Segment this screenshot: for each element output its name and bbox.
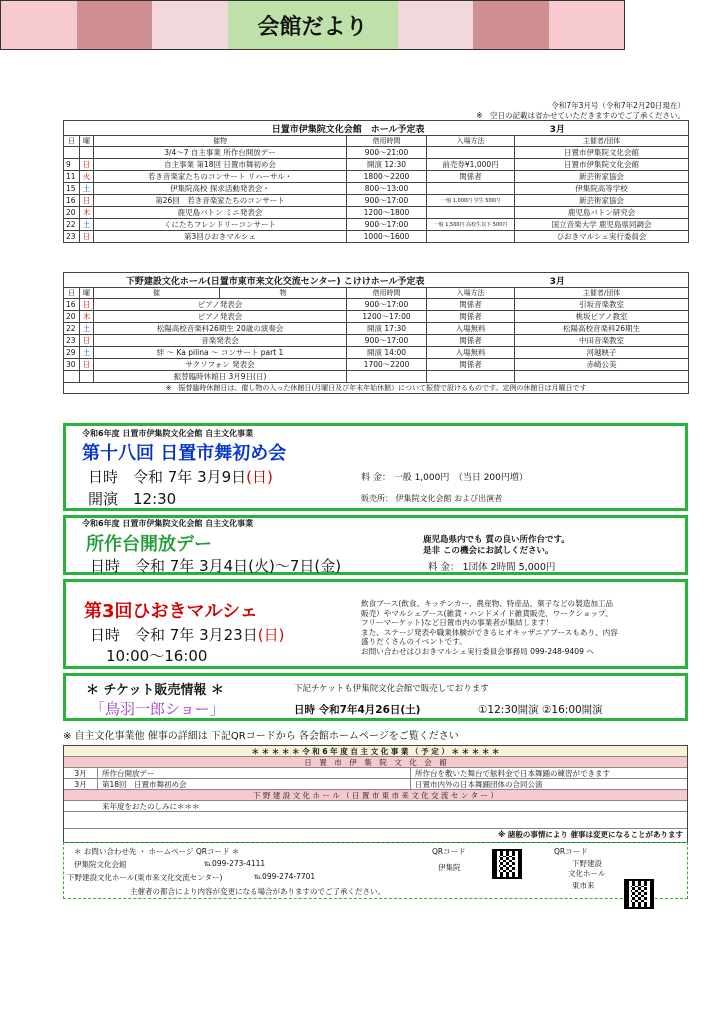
- weekday-cell: 土: [80, 323, 94, 335]
- day-cell: 22: [64, 219, 80, 231]
- organizer-cell: 鹿児島バトン研究会: [515, 207, 689, 219]
- time-cell: 1000〜1600: [347, 231, 427, 243]
- col-header: 催物: [94, 136, 347, 147]
- event-cell: 3/4〜7 自主事業 所作台開放デー: [94, 147, 347, 159]
- info-line: ※ 自主文化事業他 催事の詳細は 下記QRコードから 各会館ホームページをご覧ください: [63, 731, 459, 742]
- header-note: ※ 空日の記載は省かせていただきますのでご了承ください。: [476, 111, 685, 120]
- weekday-cell: 日: [80, 159, 94, 171]
- table-row: [64, 347, 689, 359]
- time-cell: 1200〜17:00: [347, 311, 427, 323]
- plan-row: 来年度をおたのしみに＊＊＊: [64, 801, 687, 812]
- ijuin-table-title: 日置市伊集院文化会館 ホール予定表: [64, 121, 427, 136]
- ijuin-rows: [64, 147, 689, 243]
- organizer-cell: ひおきマルシェ実行委員会: [515, 231, 689, 243]
- col-header: 日: [64, 288, 80, 299]
- event-sales: 販売所： 伊集院文化会館 および出演者: [361, 494, 503, 503]
- table-row: [64, 219, 689, 231]
- col-header: 曜: [80, 288, 94, 299]
- qr-code-ijuin-icon[interactable]: [492, 849, 522, 879]
- admission-cell: [427, 231, 515, 243]
- event-date: 日時 令和 7年 3月9日(日): [88, 468, 273, 486]
- qr-name-shimono: 東市来: [572, 881, 595, 890]
- weekday-cell: 土: [80, 183, 94, 195]
- time-cell: 開演 12:30: [347, 159, 427, 171]
- table-row: [64, 311, 689, 323]
- weekday-cell: 日: [80, 231, 94, 243]
- weekday-cell: 日: [80, 335, 94, 347]
- day-cell: 11: [64, 171, 80, 183]
- banner-stripe: [77, 1, 153, 49]
- day-cell: 23: [64, 335, 80, 347]
- plan-row: 3月 第18回 日置市舞初め会 日置市内外の日本舞踊団体の合同公演: [64, 779, 687, 790]
- event-cell: ピアノ発表会: [94, 299, 347, 311]
- contact-box: [63, 842, 688, 899]
- admission-cell: 関係者: [427, 311, 515, 323]
- admission-cell: 関係者: [427, 359, 515, 371]
- organizer-cell: 河越映子: [515, 347, 689, 359]
- event-org: 令和6年度 日置市伊集院文化会館 自主文化事業: [82, 429, 254, 438]
- ticket-note: 下記チケットも伊集院文化会館で販売しております: [294, 684, 489, 694]
- weekday-cell: 木: [80, 207, 94, 219]
- ticket-times: ①12:30開演 ②16:00開演: [478, 704, 603, 716]
- table-row: [64, 207, 689, 219]
- contact-shimono: 下野建設文化ホール(東市来文化交流センター): [67, 873, 223, 882]
- day-cell: 20: [64, 311, 80, 323]
- time-cell: 1200〜1800: [347, 207, 427, 219]
- title-banner: [0, 0, 625, 50]
- weekday-cell: 土: [80, 347, 94, 359]
- table-row: [64, 371, 689, 383]
- contact-shimono-tel: ℡099-274-7701: [254, 872, 316, 881]
- organizer-cell: 日置市伊集院文化会館: [515, 147, 689, 159]
- shimono-rows: [64, 299, 689, 383]
- table-row: [64, 335, 689, 347]
- event-org: 令和6年度 日置市伊集院文化会館 自主文化事業: [82, 519, 254, 528]
- col-header: 主催者/団体: [515, 288, 689, 299]
- weekday-cell: 木: [80, 311, 94, 323]
- time-cell: 1700〜2200: [347, 359, 427, 371]
- qr-label-ijuin: QRコード: [432, 847, 466, 856]
- admission-cell: [427, 371, 515, 383]
- event-fee: 料 金： 一般 1,000円 （当日 200円増）: [361, 473, 528, 483]
- event-date: 日時 令和 7年 3月23日(日): [90, 626, 285, 644]
- col-header: 物: [220, 288, 347, 299]
- event-title: 第十八回 日置市舞初め会: [82, 443, 287, 464]
- event-cell: 松陽高校音楽科26期生 20歳の演奏会: [94, 323, 347, 335]
- time-cell: 800〜13:00: [347, 183, 427, 195]
- table-row: [64, 159, 689, 171]
- organizer-cell: 引坂音楽教室: [515, 299, 689, 311]
- event-shosadai-box: [63, 515, 688, 575]
- event-cell: 第26回 若き音楽家たちのコンサート: [94, 195, 347, 207]
- day-cell: [64, 147, 80, 159]
- description-line: 飲食ブース(飲食、キッチンカー、農産物、特産品、菓子などの製造加工品: [361, 599, 614, 608]
- contact-ijuin-tel: ℡099-273-4111: [204, 859, 266, 868]
- event-cell: 音楽発表会: [94, 335, 347, 347]
- ijuin-schedule-table: [63, 120, 689, 243]
- table-row: [64, 359, 689, 371]
- qr-name-shimono: 下野建設: [572, 859, 602, 868]
- table-row: [64, 183, 689, 195]
- ticket-date: 日時 令和7年4月26日(土): [294, 704, 421, 716]
- weekday-cell: 火: [80, 171, 94, 183]
- event-cell: 鹿児島バトン ミニ発表会: [94, 207, 347, 219]
- organizer-cell: 日置市伊集院文化会館: [515, 159, 689, 171]
- plan-note: ※ 諸般の事情により 催事は変更になることがあります: [64, 828, 687, 839]
- event-cell: くにたちフレンドリーコンサート: [94, 219, 347, 231]
- day-cell: 30: [64, 359, 80, 371]
- plan-hall-ijuin: 日 置 市 伊 集 院 文 化 会 館: [64, 757, 687, 768]
- admission-cell: [427, 147, 515, 159]
- organizer-cell: 松陽高校音楽科26期生: [515, 323, 689, 335]
- day-cell: 15: [64, 183, 80, 195]
- time-cell: 開演 14:00: [347, 347, 427, 359]
- description-line: 盛りだくさんのイベントです。: [361, 637, 467, 647]
- banner-stripe: [1, 1, 77, 49]
- event-time: 10:00〜16:00: [106, 647, 208, 665]
- time-cell: 開演 17:30: [347, 323, 427, 335]
- time-cell: 900〜17:00: [347, 219, 427, 231]
- col-header: 入場方法: [427, 136, 515, 147]
- weekday-cell: 日: [80, 195, 94, 207]
- ticket-heading: ＊ チケット販売情報 ＊: [86, 683, 224, 698]
- weekday-cell: 日: [80, 359, 94, 371]
- banner-stripe: [152, 1, 228, 49]
- event-title: 所作台開放デー: [86, 534, 212, 555]
- table-row: [64, 231, 689, 243]
- col-header: 借用時間: [347, 136, 427, 147]
- event-date: 日時 令和 7年 3月4日(火)〜7日(金): [90, 557, 342, 575]
- event-marche-box: [63, 579, 688, 669]
- admission-cell: [427, 207, 515, 219]
- table-row: [64, 147, 689, 159]
- admission-cell: 一般 1,000円 学生 500円: [427, 195, 515, 207]
- description-line: フリーマーケット)など日置市内の事業者が集結します！: [361, 618, 554, 628]
- time-cell: 900〜21:00: [347, 147, 427, 159]
- weekday-cell: 土: [80, 219, 94, 231]
- table-row: [64, 299, 689, 311]
- admission-cell: 入場無料: [427, 347, 515, 359]
- weekday-cell: [80, 147, 94, 159]
- event-mai-hajime-box: [63, 423, 688, 511]
- day-cell: 23: [64, 231, 80, 243]
- contact-heading: ＊ お問い合わせ先 ・ ホームページ QRコード ＊: [74, 847, 240, 856]
- weekday-cell: [80, 371, 94, 383]
- shimono-footnote: ※ 振替臨時休館日は、催し物の入った休館日(月曜日及び年末年始休館）について振替で設けるものです。定例の休館日は月曜日です: [64, 383, 689, 394]
- event-cell: 若き音楽家たちのコンサート リハーサル・: [94, 171, 347, 183]
- issue-date: 令和7年3月号（令和7年2月20日現在）: [551, 101, 685, 110]
- annual-plan-table: [63, 745, 688, 843]
- day-cell: 22: [64, 323, 80, 335]
- qr-label-shimono: QRコード: [554, 847, 588, 856]
- event-desc: 鹿児島県内でも 質の良い所作台です。: [423, 535, 570, 545]
- shimono-schedule-table: [63, 272, 689, 394]
- organizer-cell: 中田音楽教室: [515, 335, 689, 347]
- time-cell: 900〜17:00: [347, 195, 427, 207]
- col-header: 入場方法: [427, 288, 515, 299]
- organizer-cell: 国立音楽大学 鹿児島県同調会: [515, 219, 689, 231]
- day-cell: 16: [64, 299, 80, 311]
- event-cell: 自主事業 第18回 日置市舞初め会: [94, 159, 347, 171]
- qr-name-shimono: 文化ホール: [568, 869, 606, 878]
- table-row: [64, 195, 689, 207]
- event-title: 第3回ひおきマルシェ: [84, 601, 258, 622]
- qr-code-shimono-icon[interactable]: [624, 879, 654, 909]
- event-cell: 絆 〜 Ka pilina 〜 コンサート part 1: [94, 347, 347, 359]
- organizer-cell: 赤崎公美: [515, 359, 689, 371]
- time-cell: 1800〜2200: [347, 171, 427, 183]
- event-cell: 第3回ひおきマルシェ: [94, 231, 347, 243]
- time-cell: [347, 371, 427, 383]
- event-cell: サクソフォン 発表会: [94, 359, 347, 371]
- admission-cell: 関係者: [427, 335, 515, 347]
- admission-cell: 関係者: [427, 299, 515, 311]
- event-open-time: 開演 12:30: [88, 490, 177, 508]
- contact-ijuin: 伊集院文化会館: [74, 860, 127, 869]
- event-desc: 是非 この機会にお試しください。: [423, 546, 554, 556]
- organizer-cell: 桃坂ピアノ教室: [515, 311, 689, 323]
- col-header: 借用時間: [347, 288, 427, 299]
- admission-cell: 入場無料: [427, 323, 515, 335]
- plan-row: 3月 所作台開放デー 所作台を敷いた舞台で舷料金で日本舞踊の練習ができます: [64, 768, 687, 779]
- ticket-info-box: [63, 673, 688, 721]
- event-fee: 料 金： 1団体 2時間 5,000円: [428, 562, 556, 573]
- plan-title: ＊ ＊ ＊ ＊ ＊ 令 和 6 年 度 自 主 文 化 事 業 （ 予 定 ） ＊ ＊ ＊ ＊ ＊: [64, 746, 687, 757]
- banner-stripe: [549, 1, 625, 49]
- organizer-cell: 伊集院高等学校: [515, 183, 689, 195]
- time-cell: 900〜17:00: [347, 299, 427, 311]
- plan-hall-shimono: 下 野 建 設 文 化 ホ ー ル （ 日 置 市 東 市 来 文 化 交 流 セ ン タ ー ）: [64, 790, 687, 801]
- shimono-table-month: 3月: [427, 273, 689, 288]
- organizer-cell: 新芸術家協会: [515, 171, 689, 183]
- contact-disclaimer: 主催者の都合により内容が変更になる場合がありますのでご了承ください。: [130, 887, 385, 896]
- page-title: 会館だより: [228, 1, 398, 49]
- banner-stripe: [398, 1, 474, 49]
- col-header: 日: [64, 136, 80, 147]
- banner-stripe: [473, 1, 549, 49]
- event-cell: ピアノ発表会: [94, 311, 347, 323]
- event-cell: 伊集院高校 探求活動発表会・: [94, 183, 347, 195]
- ijuin-table-month: 3月: [427, 121, 689, 136]
- col-header: 催: [94, 288, 220, 299]
- admission-cell: 一般 1,500円 高校生以下 500円: [427, 219, 515, 231]
- table-row: [64, 171, 689, 183]
- description-line: 販売）やマルシェブース(雑貨・ハンドメイド雑貨販売、ワークショップ、: [361, 608, 613, 618]
- admission-cell: 関係者: [427, 171, 515, 183]
- shimono-table-title: 下野建設文化ホール(日置市東市来文化交流センター) こけけホール予定表: [64, 273, 427, 288]
- day-cell: 29: [64, 347, 80, 359]
- admission-cell: [427, 183, 515, 195]
- event-description: [361, 599, 686, 657]
- day-cell: 9: [64, 159, 80, 171]
- organizer-cell: [515, 371, 689, 383]
- col-header: 主催者/団体: [515, 136, 689, 147]
- weekday-cell: 日: [80, 299, 94, 311]
- time-cell: 900〜17:00: [347, 335, 427, 347]
- qr-name-ijuin: 伊集院: [438, 863, 461, 872]
- admission-cell: 前売券¥1,000円: [427, 159, 515, 171]
- day-cell: 16: [64, 195, 80, 207]
- col-header: 曜: [80, 136, 94, 147]
- description-line: また、ステージ発表や職業体験ができるヒオキッザニアブースもあり、内容: [361, 627, 618, 637]
- day-cell: [64, 371, 80, 383]
- table-row: [64, 323, 689, 335]
- day-cell: 20: [64, 207, 80, 219]
- event-cell: 振替臨時休館日 3月9日(日): [94, 371, 347, 383]
- ticket-show: 「鳥羽一郎ショー」: [90, 700, 225, 718]
- organizer-cell: 新芸術家協会: [515, 195, 689, 207]
- description-line: お問い合わせはひおきマルシェ実行委員会事務局 099-248-9409 へ: [361, 646, 594, 656]
